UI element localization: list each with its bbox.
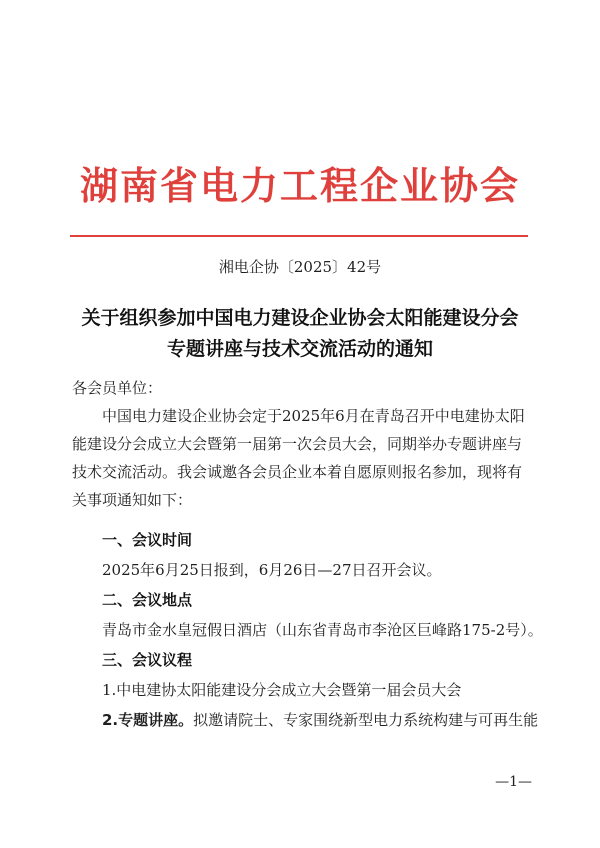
agenda-item-1: 1.中电建协太阳能建设分会成立大会暨第一届会员大会 (102, 681, 462, 699)
agenda-item-2-label: 2.专题讲座。 (102, 711, 194, 729)
org-letterhead-title: 湖南省电力工程企业协会 (79, 163, 520, 208)
section-heading-time: 一、会议时间 (102, 531, 193, 549)
agenda-item-2 (102, 706, 542, 734)
section-content-time: 2025年6月25日报到，6月26日—27日召开会议。 (102, 561, 442, 579)
document-title-line-1: 关于组织参加中国电力建设企业协会太阳能建设分会 (81, 307, 519, 329)
letterhead-red-rule (70, 235, 528, 237)
intro-paragraph: 中国电力建设企业协会定于2025年6月在青岛召开中电建协太阳能建设分会成立大会暨第一届第一次会员大会，同期举办专题讲座与技术交流活动。我会诚邀各会员企业本着自愿原则报名参加，现将有关事项通知如下： (72, 407, 525, 509)
document-title-line-2: 专题讲座与技术交流活动的通知 (166, 338, 433, 360)
document-title (40, 303, 560, 365)
salutation: 各会员单位： (72, 379, 163, 397)
document-number: 湘电企协〔2025〕42号 (218, 258, 382, 276)
agenda-item-2-text: 拟邀请院士、专家围绕新型电力系统构建与可再生能 (193, 711, 539, 729)
page-number: —1— (495, 774, 532, 790)
section-heading-location: 二、会议地点 (102, 591, 193, 609)
section-heading-agenda: 三、会议议程 (102, 651, 193, 669)
section-content-location: 青岛市金水皇冠假日酒店（山东省青岛市李沧区巨峰路175-2号）。 (102, 621, 543, 639)
